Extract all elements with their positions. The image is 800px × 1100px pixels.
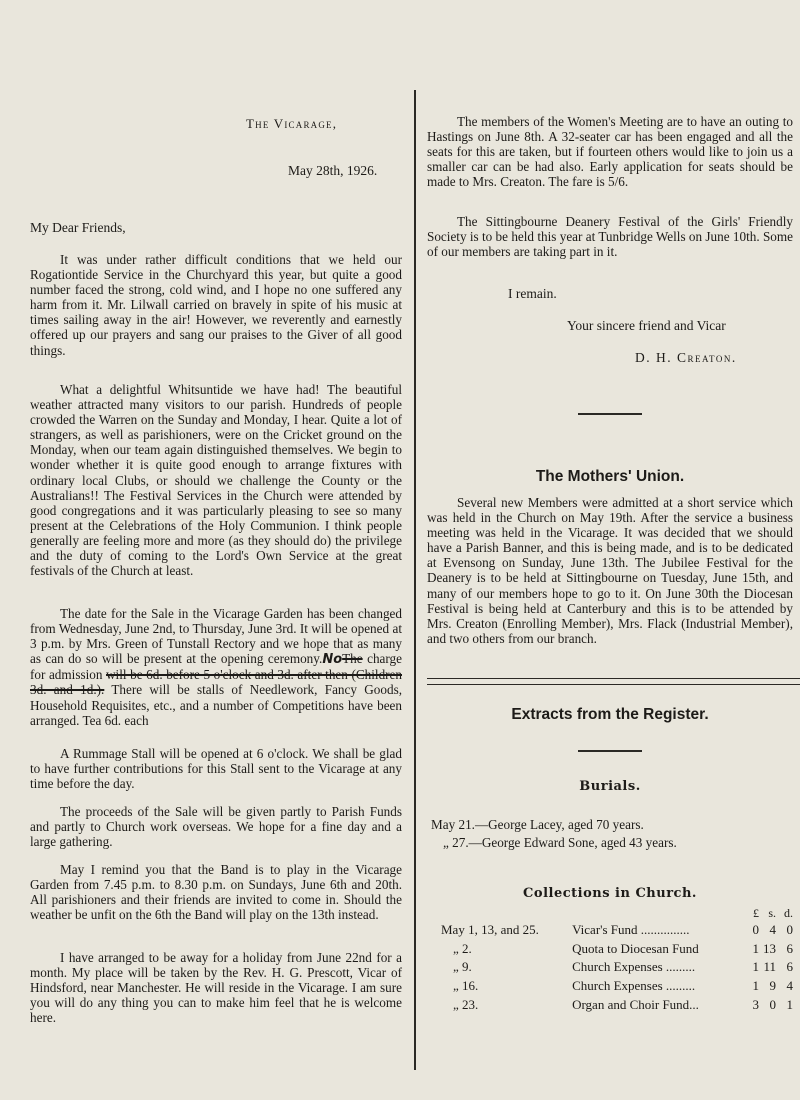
sale-text-b: charge for admission — [30, 651, 402, 683]
letter-signature: D. H. Creaton. — [635, 350, 737, 365]
table-row — [441, 958, 793, 977]
collection-fund: Church Expenses ......... — [572, 978, 696, 994]
table-row — [441, 977, 793, 996]
letter-paragraph-rummage: A Rummage Stall will be opened at 6 o'clock. We shall be glad to have further contributions for this Stall sent to the Vicarage at any time before the day. — [30, 746, 402, 792]
collections-table — [441, 906, 793, 1014]
collection-date: „ 23. — [453, 996, 479, 1012]
unit-shillings: s. — [768, 906, 776, 920]
letter-address: The Vicarage, — [246, 116, 338, 131]
register-rule — [578, 750, 642, 752]
collection-pounds: 1 — [752, 978, 759, 994]
collections-heading: Collections in Church. — [523, 886, 697, 901]
collection-pence: 6 — [786, 940, 793, 956]
collection-shillings: 11 — [763, 959, 776, 975]
register-heading: Extracts from the Register. — [511, 706, 709, 723]
collection-shillings: 13 — [763, 940, 776, 956]
collection-date: May 1, 13, and 25. — [441, 922, 539, 938]
collection-date: „ 2. — [453, 940, 472, 956]
burial-entry — [443, 835, 677, 851]
collection-pence: 4 — [786, 978, 793, 994]
struck-admission-prices: will be 6d. before 5 o'clock and 3d. after then (Children 3d. and 1d.). — [30, 667, 402, 698]
mothers-union-heading: The Mothers' Union. — [535, 468, 685, 485]
letter-paragraph-gfs: The Sittingbourne Deanery Festival of the Girls' Friendly Society is to be held this year at Tunbridge Wells on June 10th. Some of our members are taking part in it. — [427, 214, 793, 260]
collection-pence: 6 — [786, 959, 793, 975]
mothers-union-text: Several new Members were admitted at a short service which was held in the Church on May 19th. After the service a business meeting was held in the Vicarage. It was decided that we should have a Parish Banner, and this is being made, and is to be dedicated at Evensong on Sunday, June 13th. The Jubilee Festival for the Deanery is to be held at Sittingbourne on Tuesday, June 15th, and many of our members hope to go to it. On June 30th the Diocesan Festival is being held at Canterbury and this is to be attended by Mrs. Creaton (Enrolling Member), Mrs. Flack (Industrial Member), and two others from our branch. — [427, 495, 793, 646]
collection-fund: Quota to Diocesan Fund — [572, 940, 699, 956]
struck-word: The — [342, 651, 363, 667]
collection-pence: 1 — [786, 996, 793, 1012]
sale-text-a: The date for the Sale in the Vicarage Garden has been changed from Wednesday, June 2nd, to Thursday, June 3rd. It will be opened at 3 p.m. by Mrs. Green of Tunstall Rectory and we hope that as many as can do so will be present at the opening ceremony. — [30, 606, 402, 667]
letter-paragraph-holiday: I have arranged to be away for a holiday from June 22nd for a month. My place will be taken by the Rev. H. G. Prescott, Vicar of Hindsford, near Manchester. He will reside in the Vicarage. I am sure you will do any thing you can to make him feel that he is welcome here. — [30, 950, 402, 1026]
column-divider — [414, 90, 416, 1070]
collection-pounds: 1 — [752, 940, 759, 956]
burial-entry — [431, 817, 644, 833]
burial-text: —George Edward Sone, aged 43 years. — [468, 835, 677, 850]
burials-heading: Burials. — [579, 779, 641, 794]
double-rule — [427, 678, 800, 685]
burial-text: —George Lacey, aged 70 years. — [474, 817, 644, 832]
table-header-row — [441, 906, 793, 921]
burial-date: May 21. — [431, 817, 475, 832]
letter-closing-remain: I remain. — [508, 286, 557, 301]
letter-paragraph-sale — [30, 606, 402, 728]
collection-shillings: 4 — [769, 922, 776, 938]
collection-date: „ 16. — [453, 978, 479, 994]
letter-date: May 28th, 1926. — [288, 163, 378, 178]
collection-shillings: 9 — [769, 978, 776, 994]
letter-paragraph-whitsuntide: What a delightful Whitsuntide we have had! The beautiful weather attracted many visitors to our parish. Hundreds of people crowded the Warren on the Sunday and Monday, I hear. Quite a lot of strangers, as well as parishioners, were on the Cricket ground on the Monday, when our team again distinguished themselves. We begin to wonder whether it is quite good enough to arrange fixtures with ordinary local Clubs, or should we challenge the County or the Australians!! The Festival Services in the Church were attended by good congregations and it was particularly pleasing to see so many present at the Celebrations of the Holy Communion. I think people generally are feeling more and more (as they should do) the privilege and the duty of coming to the Lord's Own Service at the great festivals of the Church at least. — [30, 382, 402, 579]
collection-fund: Vicar's Fund ............... — [572, 922, 690, 938]
section-rule — [578, 413, 642, 415]
handwritten-correction: No — [322, 652, 343, 668]
table-row — [441, 921, 793, 940]
table-row — [441, 940, 793, 959]
collection-pence: 0 — [786, 922, 793, 938]
letter-salutation: My Dear Friends, — [30, 220, 126, 235]
table-row — [441, 995, 793, 1014]
collection-fund: Church Expenses ......... — [572, 959, 696, 975]
collection-date: „ 9. — [453, 959, 472, 975]
collection-pounds: 3 — [752, 996, 759, 1012]
unit-pounds: £ — [753, 906, 759, 920]
collection-fund: Organ and Choir Fund... — [572, 996, 699, 1012]
letter-paragraph-womens-meeting: The members of the Women's Meeting are to have an outing to Hastings on June 8th. A 32-seater car has been engaged and all the seats for this are taken, but if fourteen others would like to join us a smaller car can be had also. Early application for seats should be made to Mrs. Creaton. The fare is 5/6. — [427, 114, 793, 190]
sale-text-c: There will be stalls of Needlework, Fancy Goods, Household Requisites, etc., and a number of Competitions have been arranged. Tea 6d. each — [30, 682, 402, 728]
letter-paragraph-proceeds: The proceeds of the Sale will be given partly to Parish Funds and partly to Church work overseas. We hope for a fine day and a large gathering. — [30, 804, 402, 850]
burial-date: „ 27. — [443, 835, 469, 850]
letter-paragraph-rogationtide: It was under rather difficult conditions that we held our Rogationtide Service in the Churchyard this year, but quite a good number faced the strong, cold wind, and I hope no one suffered any harm from it. Mr. Lilwall carried on bravely in spite of his music at times sailing away in the air! However, we reverently and earnestly offered up our prayers and sang our praises to the Giver of all good things. — [30, 252, 402, 358]
letter-closing-friend: Your sincere friend and Vicar — [567, 318, 726, 333]
collection-shillings: 0 — [769, 996, 776, 1012]
collection-pounds: 0 — [752, 922, 759, 938]
unit-pence: d. — [784, 906, 793, 920]
collection-pounds: 1 — [752, 959, 759, 975]
letter-paragraph-band: May I remind you that the Band is to play in the Vicarage Garden from 7.45 p.m. to 8.30 p.m. on Sundays, June 6th and 20th. All parishioners and their friends are invited to come in. Should the weather be unfit on the 6th the Band will play on the 13th instead. — [30, 862, 402, 923]
